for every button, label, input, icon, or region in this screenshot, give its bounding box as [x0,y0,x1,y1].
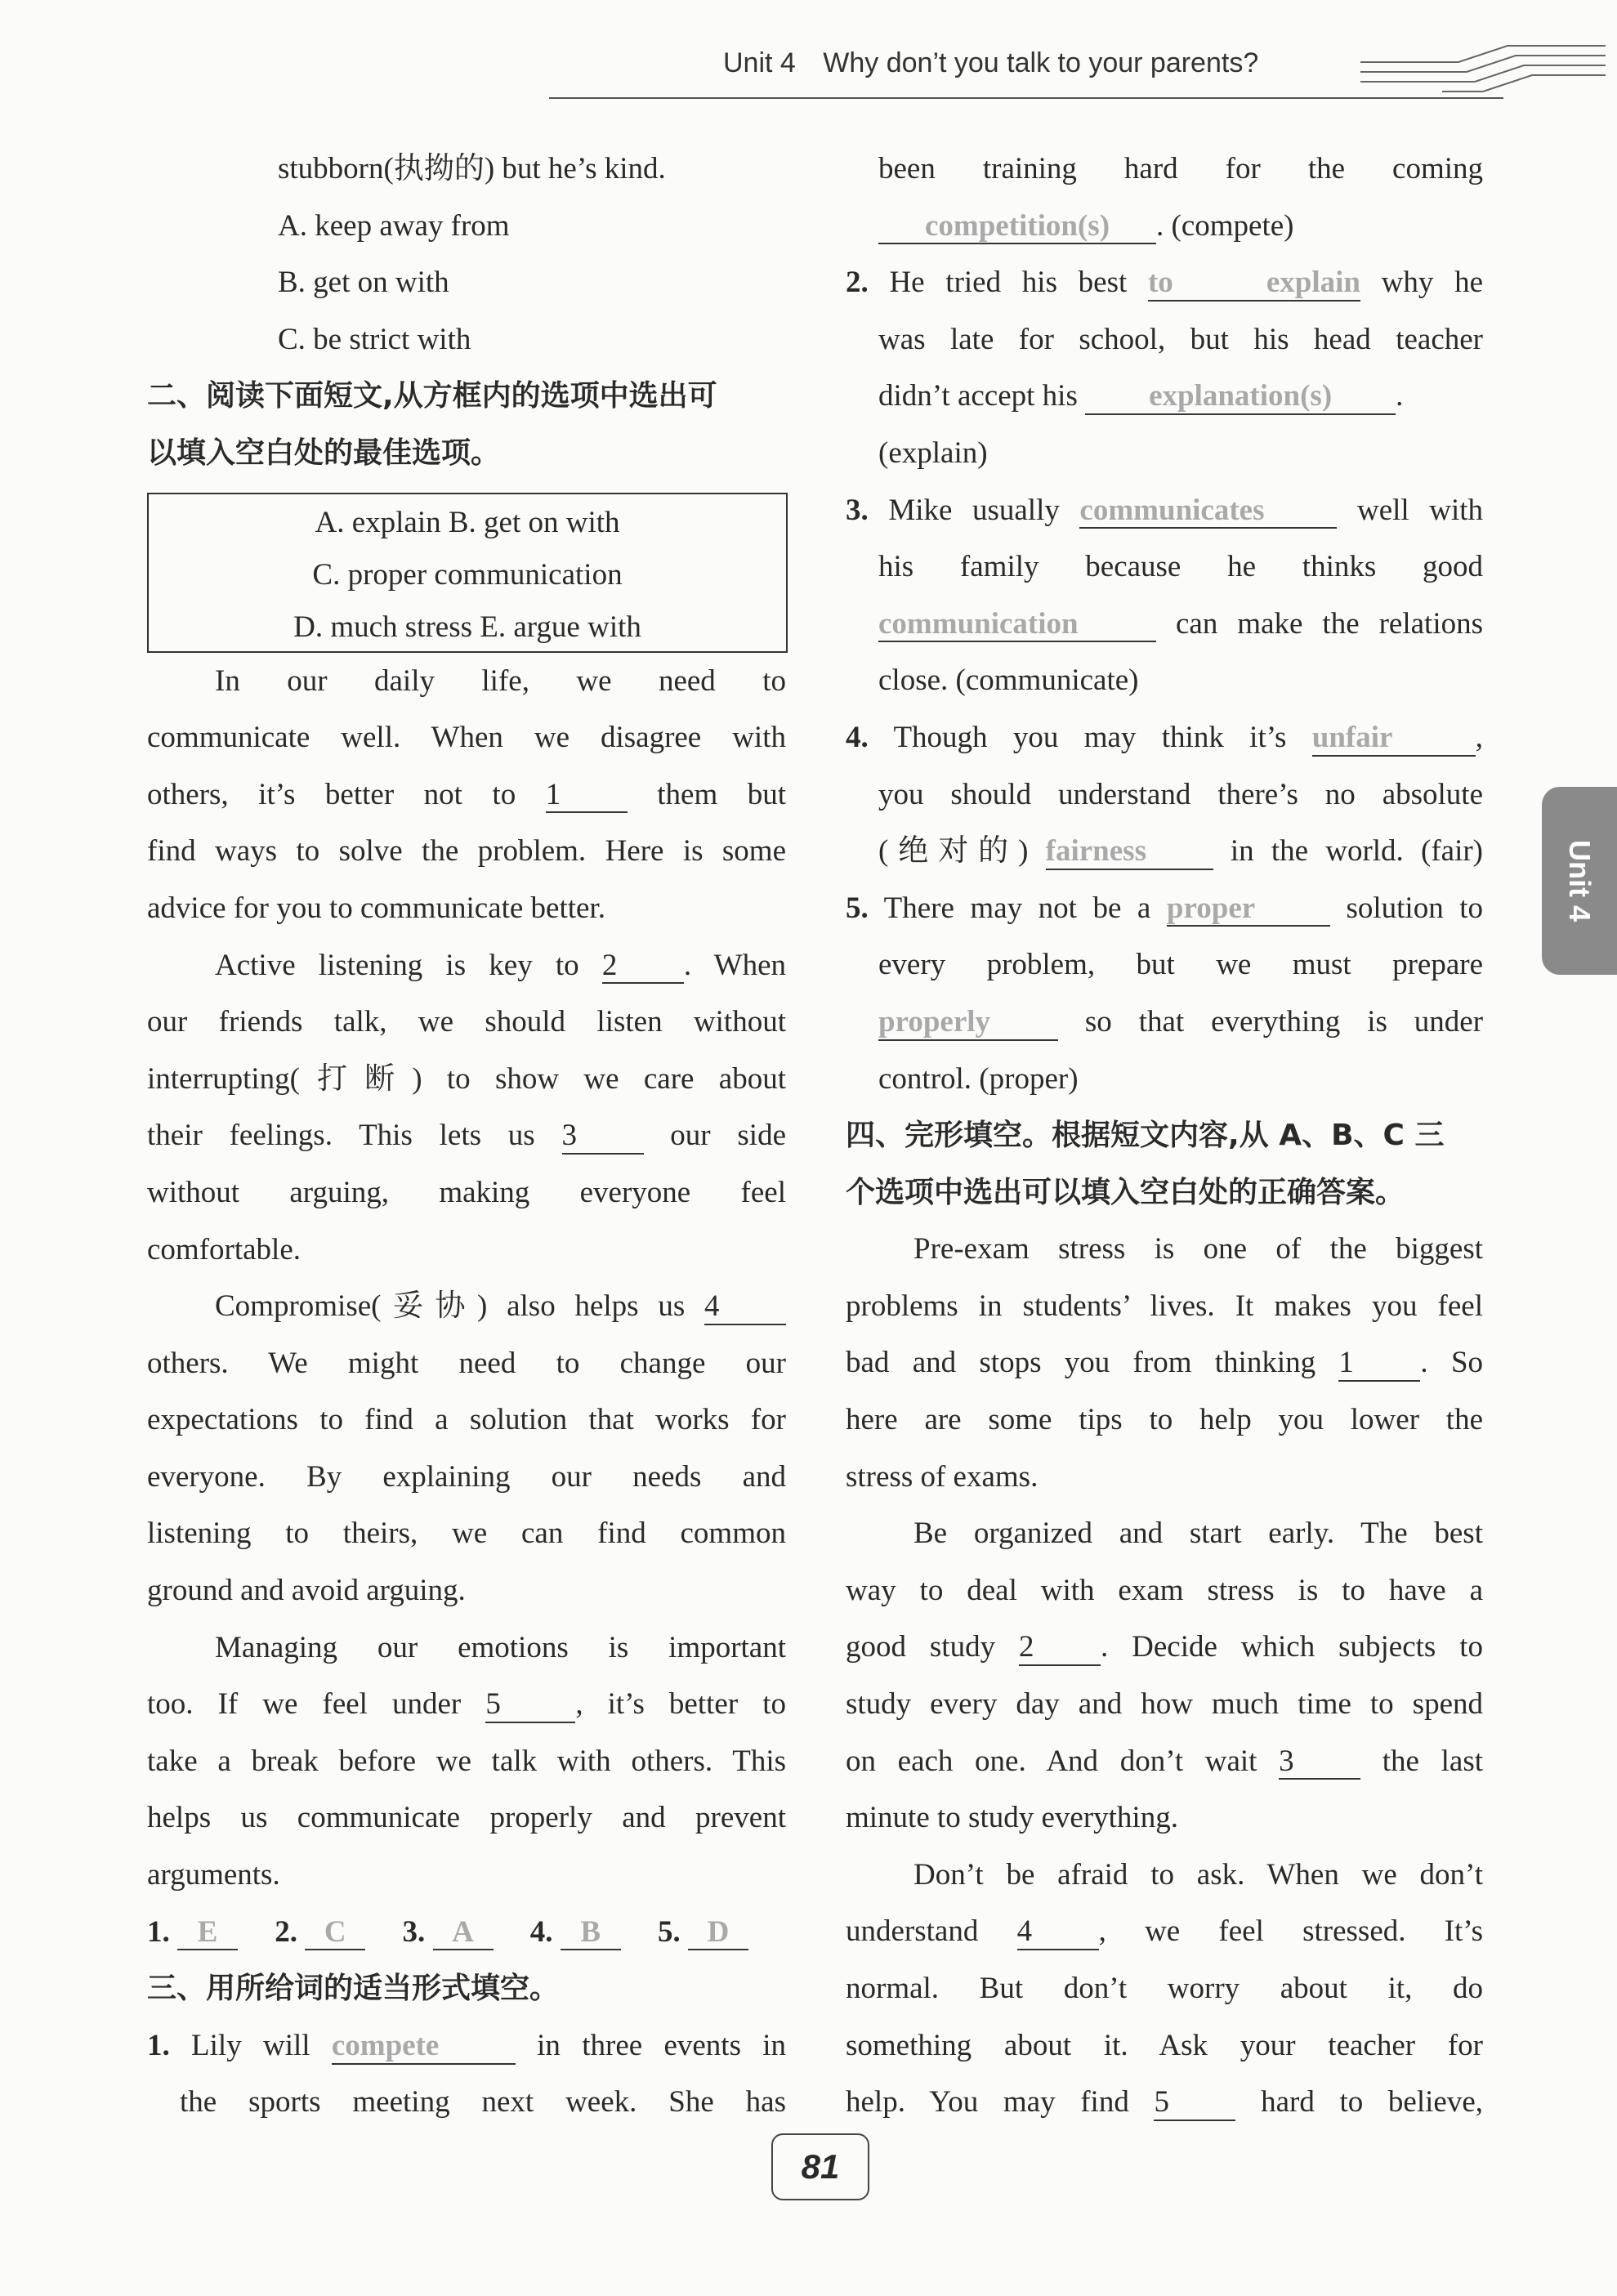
section2-title: 二、阅读下面短文,从方框内的选项中选出可 [147,379,717,413]
box-line: C. proper communication [312,558,623,592]
section3-title: 三、用所给词的适当形式填空。 [147,1972,560,2006]
passage-line: communicate well. When we disagree with [147,721,786,755]
right-column [846,141,1483,2131]
passage-line: listening to theirs, we can find common [147,1517,786,1551]
question-line: 1. Lily will compete in three events in [147,2017,786,2075]
answer-blank[interactable]: B [561,1916,621,1951]
cloze-line: problems in students’ lives. It makes you feel [846,1289,1483,1323]
passage-blank[interactable]: 5 [485,1688,575,1723]
passage-line: interrupting(打断) to show we care about [147,1061,786,1096]
answer-row: 1. E 2. C 3. A 4. B 5. D [147,1904,786,1961]
option-c: C. be strict with [278,322,471,356]
option-a: A. keep away from [278,208,510,243]
section4-title-cont: 个选项中选出可以填入空白处的正确答案。 [846,1175,1405,1209]
question-line: (explain) [878,436,988,470]
passage-line: their feelings. This lets us 3 our side [147,1107,786,1164]
cloze-line: here are some tips to help you lower the [846,1403,1483,1437]
passage-line: comfortable. [147,1232,301,1266]
running-header [723,47,1258,79]
cloze-line: Be organized and start early. The best [913,1517,1483,1551]
passage-line: Active listening is key to 2 . When [147,937,786,994]
question-line: competition(s) . (compete) [846,198,1483,255]
option-box [147,493,788,653]
option-b: B. get on with [278,266,449,300]
passage-blank[interactable]: 1 [546,779,628,814]
passage-line: our friends talk, we should listen without [147,1005,786,1039]
passage-line: others. We might need to change our [147,1346,786,1380]
passage-line: ground and avoid arguing. [147,1574,466,1608]
cloze-blank[interactable]: 5 [1154,2086,1235,2121]
page-number: 81 [771,2133,869,2200]
cloze-line: way to deal with exam stress is to have a [846,1573,1483,1607]
fill-blank[interactable]: communicates [1079,494,1337,529]
section2-title-cont: 以填入空白处的最佳选项。 [147,436,501,470]
passage-blank[interactable]: 2 [602,949,684,985]
fill-blank[interactable]: communication [878,608,1156,643]
question-line: you should understand there’s no absolute [878,777,1483,811]
passage-line: everyone. By explaining our needs and [147,1459,786,1494]
header-title: Why don’t you talk to your parents? [823,47,1259,78]
cloze-line: study every day and how much time to spend [846,1687,1483,1722]
question-line: properly so that everything is under [846,994,1483,1051]
cloze-line: minute to study everything. [846,1801,1178,1835]
cloze-line: stress of exams. [846,1459,1039,1494]
question-line: 5. There may not be a proper solution to [846,880,1483,937]
question-line: control. (proper) [878,1061,1079,1096]
cloze-line: normal. But don’t worry about it, do [846,1972,1483,2005]
question-line: (绝对的) fairness in the world. (fair) [846,823,1483,880]
cloze-blank[interactable]: 2 [1019,1631,1101,1666]
left-column [147,141,786,2131]
passage-line: helps us communicate properly and prevent [147,1801,786,1835]
passage-line: too. If we feel under 5 , it’s better to [147,1676,786,1733]
passage-line: find ways to solve the problem. Here is some [147,834,786,869]
question-line: 3. Mike usually communicates well with [846,482,1483,539]
unit-side-tab: Unit 4 [1542,787,1617,975]
header-unit: Unit 4 [723,47,796,78]
cloze-line: something about it. Ask your teacher for [846,2028,1483,2062]
question-line: 2. He tried his best to explain why he [846,254,1483,311]
cloze-line: good study 2 . Decide which subjects to [846,1619,1483,1676]
answer-blank[interactable]: E [177,1916,238,1951]
cloze-blank[interactable]: 3 [1279,1745,1360,1780]
passage-line: In our daily life, we need to [215,663,786,698]
cloze-line: help. You may find 5 hard to believe, [846,2074,1483,2131]
cloze-blank[interactable]: 1 [1338,1347,1420,1382]
box-line: A. explain B. get on with [315,506,620,539]
cloze-line: understand 4 , we feel stressed. It’s [846,1903,1483,1960]
box-line: D. much stress E. argue with [293,610,641,644]
answer-blank[interactable]: D [688,1916,748,1951]
passage-blank[interactable]: 3 [562,1119,644,1155]
cloze-line: Pre-exam stress is one of the biggest [913,1232,1483,1266]
question-line: his family because he thinks good [878,550,1483,584]
fill-blank[interactable]: to explain [1148,266,1360,302]
answer-blank[interactable]: C [305,1916,365,1951]
fill-blank[interactable]: competition(s) [878,210,1156,245]
cloze-line: Don’t be afraid to ask. When we don’t [913,1857,1483,1892]
question-line: was late for school, but his head teacher [878,322,1483,356]
passage-line: take a break before we talk with others. This [147,1744,786,1778]
cloze-line: bad and stops you from thinking 1 . So [846,1334,1483,1391]
fill-blank[interactable]: properly [878,1006,1058,1041]
passage-line: arguments. [147,1858,280,1892]
fill-blank[interactable]: unfair [1312,721,1476,757]
question-line: every problem, but we must prepare [878,948,1483,982]
question-line: the sports meeting next week. She has [180,2085,786,2120]
fill-blank[interactable]: compete [332,2030,516,2065]
header-decoration-icon [1360,39,1606,105]
cloze-line: on each one. And don’t wait 3 the last [846,1733,1483,1790]
section4-title: 四、完形填空。根据短文内容,从 A、B、C 三 [846,1119,1445,1153]
question-continuation: stubborn(执拗的) but he’s kind. [278,152,666,185]
passage-line: Managing our emotions is important [215,1630,786,1664]
passage-line: advice for you to communicate better. [147,891,605,925]
question-line: communication can make the relations [846,596,1483,653]
passage-blank[interactable]: 4 [704,1290,786,1325]
passage-line: without arguing, making everyone feel [147,1175,786,1209]
question-line: didn’t accept his explanation(s) . [846,368,1483,425]
fill-blank[interactable]: explanation(s) [1085,380,1396,415]
passage-line: Compromise(妥协) also helps us 4 [147,1278,786,1335]
answer-blank[interactable]: A [433,1916,494,1951]
question-line: 4. Though you may think it’s unfair , [846,709,1483,766]
passage-line: expectations to find a solution that works for [147,1403,786,1437]
passage-line: others, it’s better not to 1 them but [147,766,786,824]
fill-blank[interactable]: proper [1167,892,1330,927]
cloze-blank[interactable]: 4 [1017,1915,1099,1950]
fill-blank[interactable]: fairness [1046,835,1213,870]
question-line: close. (communicate) [878,663,1139,698]
question-line: been training hard for the coming [878,152,1483,185]
